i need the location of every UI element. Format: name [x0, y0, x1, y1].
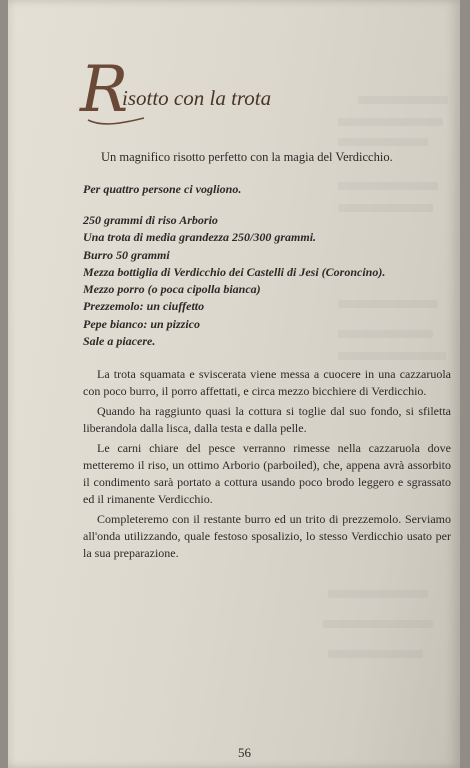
recipe-subtitle: Un magnifico risotto perfetto con la magia del Verdicchio. — [101, 150, 393, 164]
book-page — [8, 0, 460, 768]
recipe-instructions — [83, 366, 451, 565]
instruction-paragraph: Quando ha raggiunto quasi la cottura si toglie dal suo fondo, si sfiletta liberandola dalla lisca, dalla testa e dalla pelle. — [83, 404, 451, 435]
title-drop-cap: R — [80, 53, 129, 127]
page-number: 56 — [238, 745, 251, 760]
ingredient-item: Una trota di media grandezza 250/300 grammi. — [83, 230, 317, 245]
title-text: isotto con la trota — [122, 86, 272, 110]
instruction-paragraph: La trota squamata e sviscerata viene messa a cuocere in una cazzaruola con poco burro, il porro affettati, e circa mezzo bicchiere di Verdicchio. — [83, 367, 451, 398]
title-swash-ornament — [86, 116, 146, 126]
ingredient-item: Sale a piacere. — [83, 334, 156, 349]
ingredient-list — [83, 212, 385, 350]
ingredient-item: Mezzo porro (o poca cipolla bianca) — [83, 282, 261, 297]
ingredient-item: Mezza bottiglia di Verdicchio dei Castelli di Jesi (Coroncino). — [83, 264, 386, 279]
instruction-paragraph: Completeremo con il restante burro ed un trito di prezzemolo. Serviamo all'onda utilizzando, quale festoso sposalizio, lo stesso Verdicchio usato per la sua preparazione. — [83, 512, 451, 560]
ingredient-item: Prezzemolo: un ciuffetto — [83, 299, 205, 314]
instruction-paragraph: Le carni chiare del pesce verranno rimesse nella cazzaruola dove metteremo il riso, un ottimo Arborio (parboiled), che, appena avrà assorbito il condimento sarà portato a cottura usando poco brodo leggero e sgrassato ed il rimanente Verdicchio. — [83, 441, 451, 506]
ingredient-item: 250 grammi di riso Arborio — [83, 213, 218, 227]
ingredient-item: Burro 50 grammi — [83, 247, 170, 262]
servings-line: Per quattro persone ci vogliono. — [83, 182, 242, 196]
recipe-title — [80, 53, 380, 128]
ingredient-item: Pepe bianco: un pizzico — [83, 316, 200, 331]
